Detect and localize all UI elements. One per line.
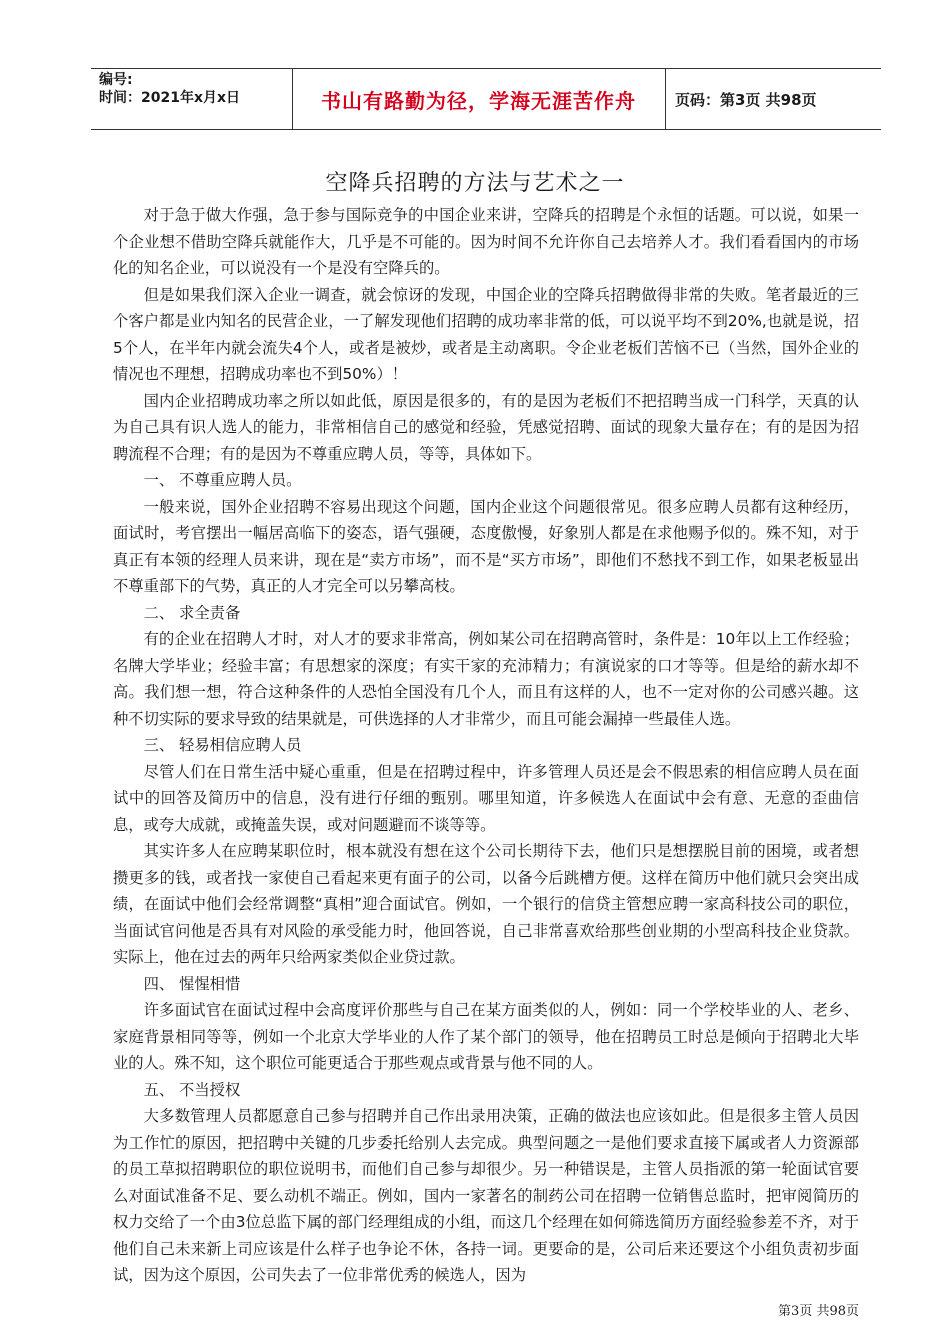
header-motto: 书山有路勤为径，学海无涯苦作舟 [321, 89, 636, 113]
page-title: 空降兵招聘的方法与艺术之一 [325, 171, 625, 196]
header-table [91, 68, 881, 130]
doc-number-label: 编号: [99, 72, 133, 88]
paragraph: 大多数管理人员都愿意自己参与招聘并自己作出录用决策，正确的做法也应该如此。但是很多主管人员因为工作忙的原因，把招聘中关键的几步委托给别人去完成。典型问题之一是他们要求直接下属或者人力资源部的员工草拟招聘职位的职位说明书，而他们自己参与却很少。另一种错误是，主管人员指派的第一轮面试官要么对面试准备不足、要么动机不端正。例如，国内一家著名的制药公司在招聘一位销售总监时，把审阅简历的权力交给了一个由3位总监下属的部门经理组成的小组，而这几个经理在如何筛选简历方面经验参差不齐，对于他们自己未来新上司应该是什么样子也争论不休，各持一词。更要命的是，公司后来还要这个小组负责初步面试，因为这个原因，公司失去了一位非常优秀的候选人，因为 [113, 1107, 859, 1284]
paragraph: 对于急于做大作强，急于参与国际竞争的中国企业来讲，空降兵的招聘是个永恒的话题。可以说，如果一个企业想不借助空降兵就能作大，几乎是不可能的。因为时间不允许你自己去培养人才。我们看看国内的市场化的知名企业，可以说没有一个是没有空降兵的。 [113, 206, 859, 277]
paragraph: 许多面试官在面试过程中会高度评价那些与自己在某方面类似的人，例如：同一个学校毕业的人、老乡、家庭背景相同等等，例如一个北京大学毕业的人作了某个部门的领导，他在招聘员工时总是倾向于招聘北大毕业的人。殊不知，这个职位可能更适合于那些观点或背景与他不同的人。 [113, 1001, 859, 1072]
paragraph: 有的企业在招聘人才时，对人才的要求非常高，例如某公司在招聘高管时，条件是：10年以上工作经验；名牌大学毕业；经验丰富；有思想家的深度；有实干家的充沛精力；有演说家的口才等等。但是给的薪水却不高。我们想一想，符合这种条件的人恐怕全国没有几个人，而且有这样的人，也不一定对你的公司感兴趣。这种不切实际的要求导致的结果就是，可供选择的人才非常少，而且可能会漏掉一些最佳人选。 [113, 630, 859, 728]
header-meta [99, 71, 240, 107]
doc-time-label: 时间：2021年x月x日 [99, 90, 241, 106]
paragraph: 其实许多人在应聘某职位时，根本就没有想在这个公司长期待下去，他们只是想摆脱目前的困境，或者想攒更多的钱，或者找一家使自己看起来更有面子的公司，以备今后跳槽方便。这样在简历中他们就只会突出成绩，在面试中他们会经常调整“真相”迎合面试官。例如，一个银行的信贷主管想应聘一家高科技公司的职位，当面试官问他是否具有对风险的承受能力时，他回答说，自己非常喜欢给那些创业期的小型高科技企业贷款。实际上，他在过去的两年只给两家类似企业贷过款。 [113, 842, 859, 966]
section-heading: 四、 惺惺相惜 [143, 974, 241, 993]
paragraph: 一般来说，国外企业招聘不容易出现这个问题，国内企业这个问题很常见。很多应聘人员都有这种经历，面试时，考官摆出一幅居高临下的姿态，语气强硬，态度傲慢，好象别人都是在求他赐予似的。殊不知，对于真正有本领的经理人员来讲，现在是“卖方市场”，而不是“买方市场”，即他们不愁找不到工作，如果老板显出不尊重部下的气势，真正的人才完全可以另攀高枝。 [113, 497, 859, 595]
header-page-label: 页码：第3页 共98页 [675, 91, 817, 109]
article-body [113, 202, 859, 1289]
section-heading: 二、 求全责备 [143, 603, 241, 622]
section-heading: 三、 轻易相信应聘人员 [143, 736, 302, 754]
page-footer: 第3页 共98页 [778, 1304, 859, 1319]
header-divider [665, 69, 666, 129]
section-heading: 一、 不尊重应聘人员。 [143, 471, 302, 489]
paragraph: 但是如果我们深入企业一调查，就会惊讶的发现，中国企业的空降兵招聘做得非常的失败。笔者最近的三个客户都是业内知名的民营企业，一了解发现他们招聘的成功率非常的低，可以说平均不到20%,也就是说，招5个人，在半年内就会流失4个人，或者是被炒，或者是主动离职。令企业老板们苦恼不已（当然，国外企业的情况也不理想，招聘成功率也不到50%）！ [113, 285, 859, 383]
paragraph: 国内企业招聘成功率之所以如此低，原因是很多的，有的是因为老板们不把招聘当成一门科学，天真的认为自己具有识人选人的能力，非常相信自己的感觉和经验，凭感觉招聘、面试的现象大量存在；有的是因为招聘流程不合理；有的是因为不尊重应聘人员，等等，具体如下。 [113, 391, 859, 463]
section-heading: 五、 不当授权 [143, 1080, 241, 1099]
paragraph: 尽管人们在日常生活中疑心重重，但是在招聘过程中，许多管理人员还是会不假思索的相信应聘人员在面试中的回答及简历中的信息，没有进行仔细的甄别。哪里知道，许多候选人在面试中会有意、无意的歪曲信息，或夸大成就，或掩盖失误，或对问题避而不谈等等。 [113, 762, 859, 834]
